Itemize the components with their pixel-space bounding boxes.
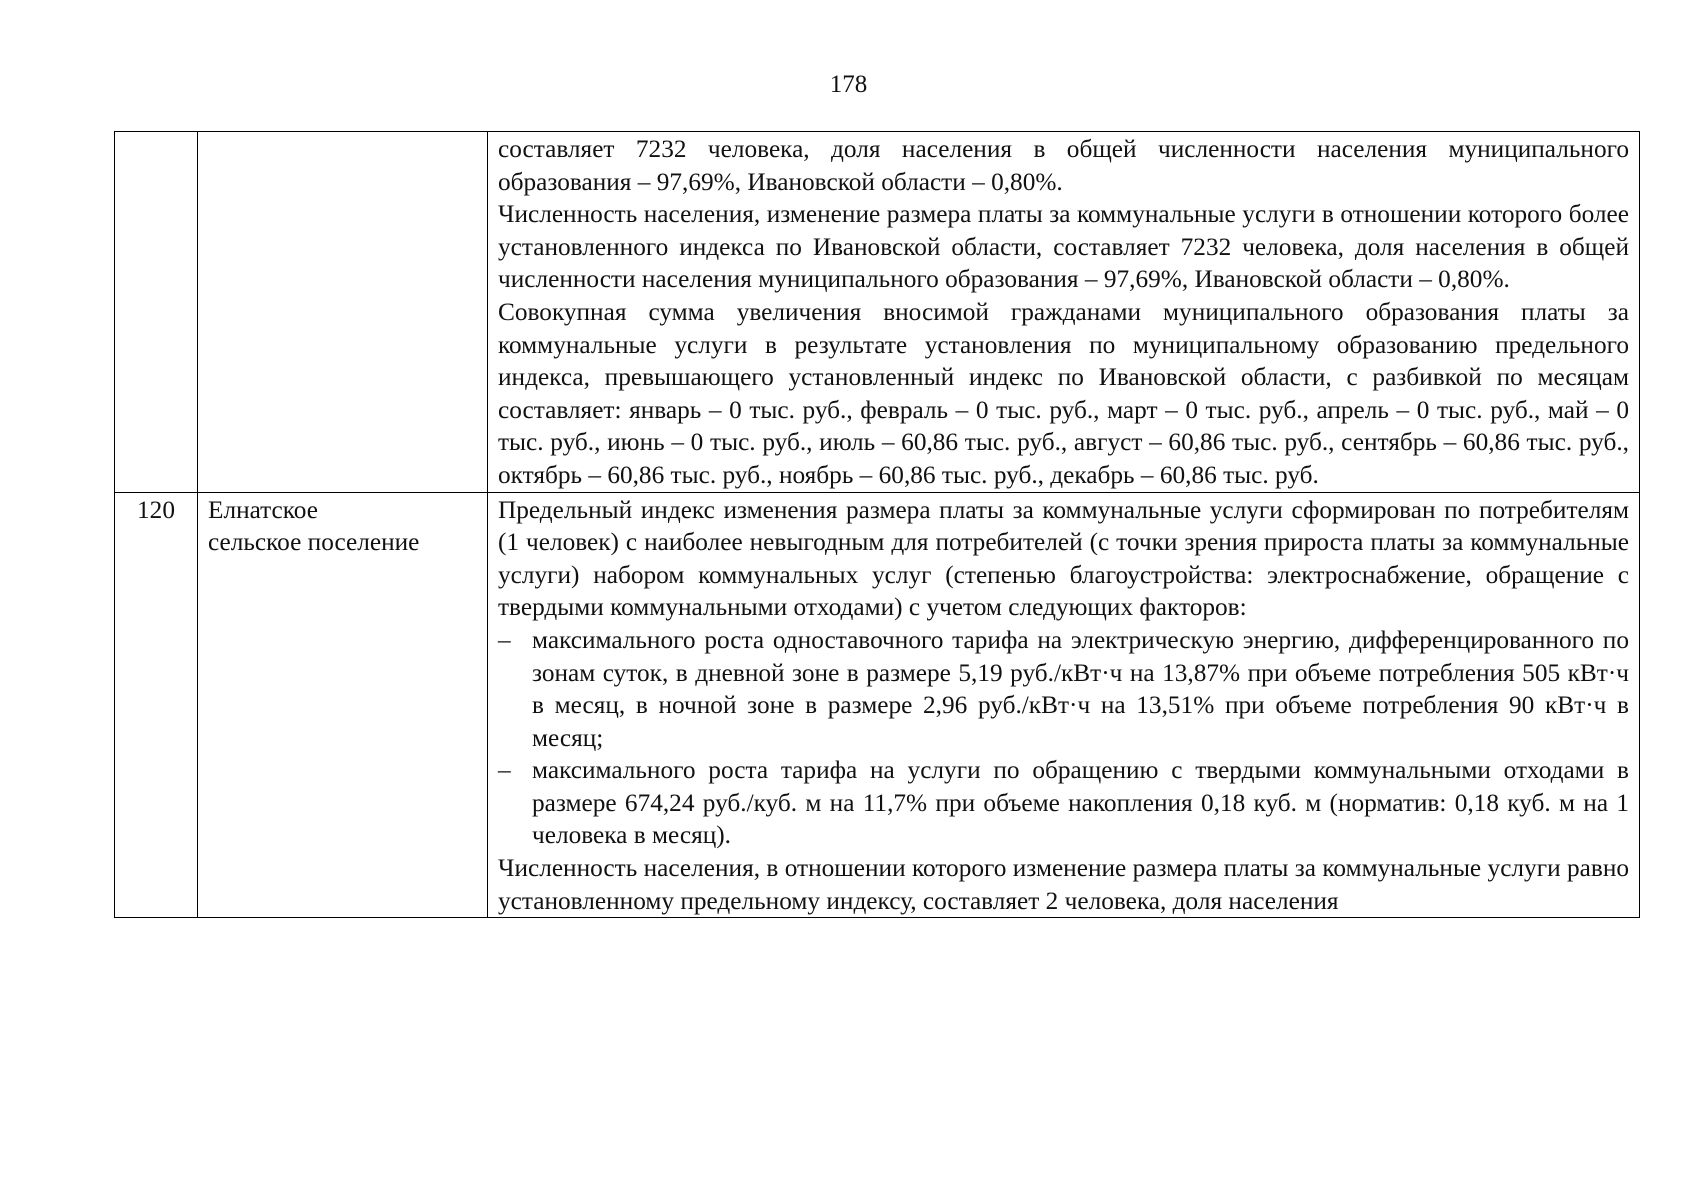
paragraph: Численность населения, изменение размера платы за коммунальные услуги в отношении которого более установленного индекса по Ивановской области, составляет 7232 человека, доля населения в общей численности населения муниципального образования – 97,69%, Ивановской области – 0,80%.	[498, 200, 1629, 294]
row-number-cell	[115, 132, 198, 493]
description-cell	[488, 492, 1640, 918]
outro-paragraph: Численность населения, в отношении которого изменение размера платы за коммунальные услуги равно установленному предельному индексу, составляет 2 человека, доля населения	[498, 854, 1629, 915]
list-item-text: максимального роста одноставочного тарифа на электрическую энергию, дифференцированного по зонам суток, в дневной зоне в размере 5,19 руб./кВт·ч на 13,87% при объеме потребления 505 кВт·ч в месяц, в ночной зоне в размере 2,96 руб./кВт·ч на 13,51% при объеме потребления 90 кВт·ч в месяц;	[532, 625, 1629, 752]
municipality-name-cell	[198, 492, 488, 918]
list-item	[498, 754, 1629, 852]
table-row	[115, 492, 1640, 918]
municipality-name-line: сельское поселение	[208, 528, 420, 557]
paragraph: Совокупная сумма увеличения вносимой гражданами муниципального образования платы за коммунальные услуги в результате установления по муниципальному образованию предельного индекса, превышающего установленный индекс по Ивановской области, с разбивкой по месяцам составляет: январь – 0 тыс. руб., февраль – 0 тыс. руб., март – 0 тыс. руб., апрель – 0 тыс. руб., май – 0 тыс. руб., июнь – 0 тыс. руб., июль – 60,86 тыс. руб., август – 60,86 тыс. руб., сентябрь – 60,86 тыс. руб., октябрь – 60,86 тыс. руб., ноябрь – 60,86 тыс. руб., декабрь – 60,86 тыс. руб.	[498, 297, 1629, 489]
intro-paragraph: Предельный индекс изменения размера платы за коммунальные услуги сформирован по потребителям (1 человек) с наиболее невыгодным для потребителей (с точки зрения прироста платы за коммунальные услуги) набором коммунальных услуг (степенью благоустройства: электроснабжение, обращение с твердыми коммунальными отходами) с учетом следующих факторов:	[498, 495, 1629, 622]
list-dash: –	[498, 756, 511, 785]
description-cell	[488, 132, 1640, 493]
paragraph: составляет 7232 человека, доля населения в общей численности населения муниципального образования – 97,69%, Ивановской области – 0,80%.	[498, 135, 1629, 196]
page-number: 178	[829, 71, 868, 98]
row-number-cell: 120	[115, 492, 198, 918]
list-item-text: максимального роста тарифа на услуги по обращению с твердыми коммунальными отходами в размере 674,24 руб./куб. м на 11,7% при объеме накопления 0,18 куб. м (норматив: 0,18 куб. м на 1 человека в месяц).	[532, 756, 1629, 850]
municipality-name-line: Елнатское	[208, 495, 318, 524]
list-item	[498, 624, 1629, 754]
list-dash: –	[498, 625, 511, 654]
table-row	[115, 132, 1640, 493]
municipality-name-cell	[198, 132, 488, 493]
municipal-index-table	[114, 131, 1640, 918]
